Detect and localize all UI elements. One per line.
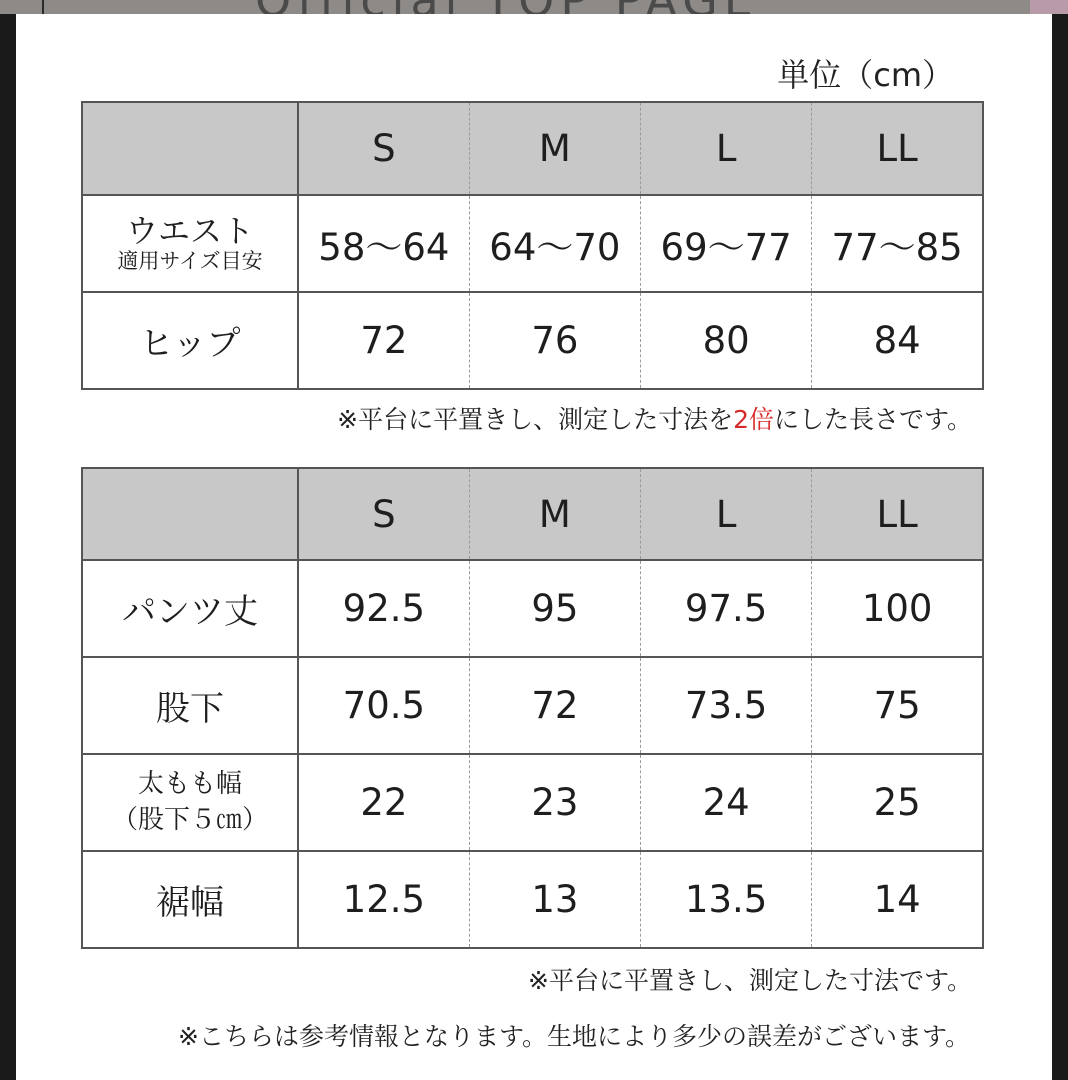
hip-m-value: 76 — [469, 292, 640, 389]
header-size-s: S — [298, 102, 469, 195]
table-row-hem-width — [82, 851, 983, 948]
thigh-width-label: 太もも幅 — [137, 769, 242, 800]
size-chart-sheet — [16, 14, 1052, 1080]
inseam-m-value: 72 — [469, 657, 640, 754]
table-row-pants-length — [82, 560, 983, 657]
header-size-s: S — [298, 468, 469, 560]
size-table-pants — [81, 467, 984, 949]
pants-length-l-value: 97.5 — [641, 560, 812, 657]
thigh-width-sublabel: （股下５㎝） — [111, 804, 268, 835]
thigh-width-ll-value: 25 — [812, 754, 983, 851]
hip-s-value: 72 — [298, 292, 469, 389]
hip-label: ヒップ — [139, 324, 241, 364]
note1-highlight: 2倍 — [733, 405, 774, 434]
note1-suffix: にした長さです。 — [773, 405, 972, 434]
header-size-l: L — [641, 102, 812, 195]
pants-length-m-value: 95 — [469, 560, 640, 657]
hem-width-s-value: 12.5 — [298, 851, 469, 948]
table-row-waist — [82, 195, 983, 292]
hem-width-m-value: 13 — [469, 851, 640, 948]
waist-l-value: 69～77 — [641, 195, 812, 292]
inseam-ll-value: 75 — [812, 657, 983, 754]
table-header-row — [82, 468, 983, 560]
top-banner-strip — [0, 0, 1068, 14]
header-corner-cell — [82, 468, 298, 560]
table-row-thigh-width — [82, 754, 983, 851]
banner-accent — [1030, 0, 1068, 14]
waist-sublabel: 適用サイズ目安 — [117, 249, 263, 274]
row-label-inseam — [82, 657, 298, 754]
header-size-m: M — [469, 468, 640, 560]
pants-length-label: パンツ丈 — [122, 592, 258, 632]
thigh-width-m-value: 23 — [469, 754, 640, 851]
measurement-note-doubled — [337, 400, 972, 436]
inseam-l-value: 73.5 — [641, 657, 812, 754]
note1-prefix: ※平台に平置きし、測定した寸法を — [337, 405, 734, 434]
size-table-waist-hip — [81, 101, 984, 390]
header-size-l: L — [641, 468, 812, 560]
hem-width-label: 裾幅 — [156, 883, 224, 923]
hem-width-ll-value: 14 — [812, 851, 983, 948]
measurement-note: ※平台に平置きし、測定した寸法です。 — [528, 966, 972, 995]
header-corner-cell — [82, 102, 298, 195]
table-header-row — [82, 102, 983, 195]
row-label-pants-length — [82, 560, 298, 657]
row-label-hip — [82, 292, 298, 389]
header-size-m: M — [469, 102, 640, 195]
pants-length-ll-value: 100 — [812, 560, 983, 657]
thigh-width-s-value: 22 — [298, 754, 469, 851]
waist-m-value: 64～70 — [469, 195, 640, 292]
unit-label: 単位（cm） — [777, 56, 954, 94]
table-row-inseam — [82, 657, 983, 754]
waist-ll-value: 77～85 — [812, 195, 983, 292]
reference-note: ※こちらは参考情報となります。生地により多少の誤差がございます。 — [178, 1022, 970, 1051]
row-label-waist — [82, 195, 298, 292]
hip-l-value: 80 — [641, 292, 812, 389]
row-label-thigh-width — [82, 754, 298, 851]
hem-width-l-value: 13.5 — [641, 851, 812, 948]
hip-ll-value: 84 — [812, 292, 983, 389]
inseam-label: 股下 — [156, 689, 224, 729]
waist-label: ウエスト — [125, 211, 254, 250]
header-size-ll: LL — [812, 102, 983, 195]
inseam-s-value: 70.5 — [298, 657, 469, 754]
row-label-hem-width — [82, 851, 298, 948]
table-row-hip — [82, 292, 983, 389]
header-size-ll: LL — [812, 468, 983, 560]
thigh-width-l-value: 24 — [641, 754, 812, 851]
waist-s-value: 58～64 — [298, 195, 469, 292]
pants-length-s-value: 92.5 — [298, 560, 469, 657]
banner-divider — [42, 0, 44, 14]
